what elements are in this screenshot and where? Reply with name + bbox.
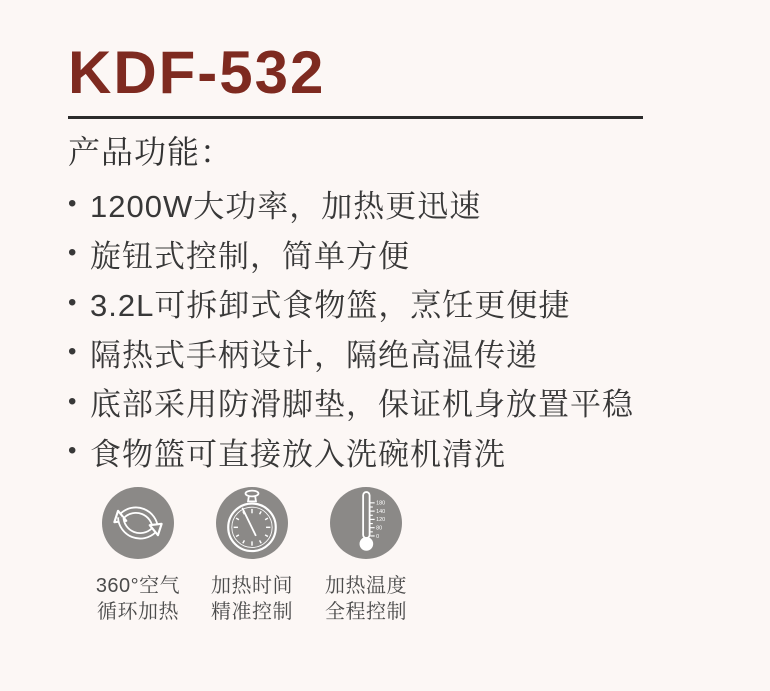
feature-item [68,427,730,477]
feature-item [68,278,730,328]
feature-list [68,179,730,476]
icon-caption-line1: 加热温度 [325,575,407,597]
icon-caption [96,573,180,625]
icon-caption-line2: 精准控制 [211,601,293,623]
bullet-dot: • [68,288,78,316]
icon-caption-line1: 360°空气 [95,575,181,597]
icon-column-thermometer [316,487,416,625]
timer-icon [216,487,288,559]
feature-text: 食物篮可直接放入洗碗机清洗 [90,436,506,472]
feature-item [68,328,730,378]
thermometer-scale-label: 180 [376,500,386,507]
feature-item [68,229,730,279]
thermometer-icon [330,487,402,559]
bullet-dot: • [68,338,78,366]
air-circulation-icon [102,487,174,559]
section-heading: 产品功能： [68,134,234,170]
feature-item [68,179,730,229]
feature-text: 隔热式手柄设计，隔绝高温传递 [90,337,538,373]
bullet-dot: • [68,387,78,415]
icon-caption-line1: 加热时间 [211,575,293,597]
icon-column-timer [202,487,302,625]
icon-caption [211,573,293,625]
thermometer-scale-label: 0 [376,533,380,540]
feature-text: 底部采用防滑脚垫，保证机身放置平稳 [90,387,634,423]
feature-text: 1200W大功率，加热更迅速 [90,189,482,225]
thermometer-scale-label: 120 [376,517,386,524]
bullet-dot: • [68,437,78,465]
feature-icons-row [88,487,730,625]
icon-caption-line2: 全程控制 [325,601,407,623]
icon-caption [325,573,407,625]
feature-text: 旋钮式控制，简单方便 [90,238,410,274]
feature-item [68,377,730,427]
page-title: KDF-532 [68,39,326,106]
title-divider [68,116,643,119]
bullet-dot: • [68,189,78,217]
thermometer-scale-label: 140 [376,508,386,515]
thermometer-scale-label: 80 [376,525,383,532]
bullet-dot: • [68,239,78,267]
icon-caption-line2: 循环加热 [97,601,179,623]
feature-text: 3.2L可拆卸式食物篮，烹饪更便捷 [90,288,571,324]
icon-column-air-circulation [88,487,188,625]
